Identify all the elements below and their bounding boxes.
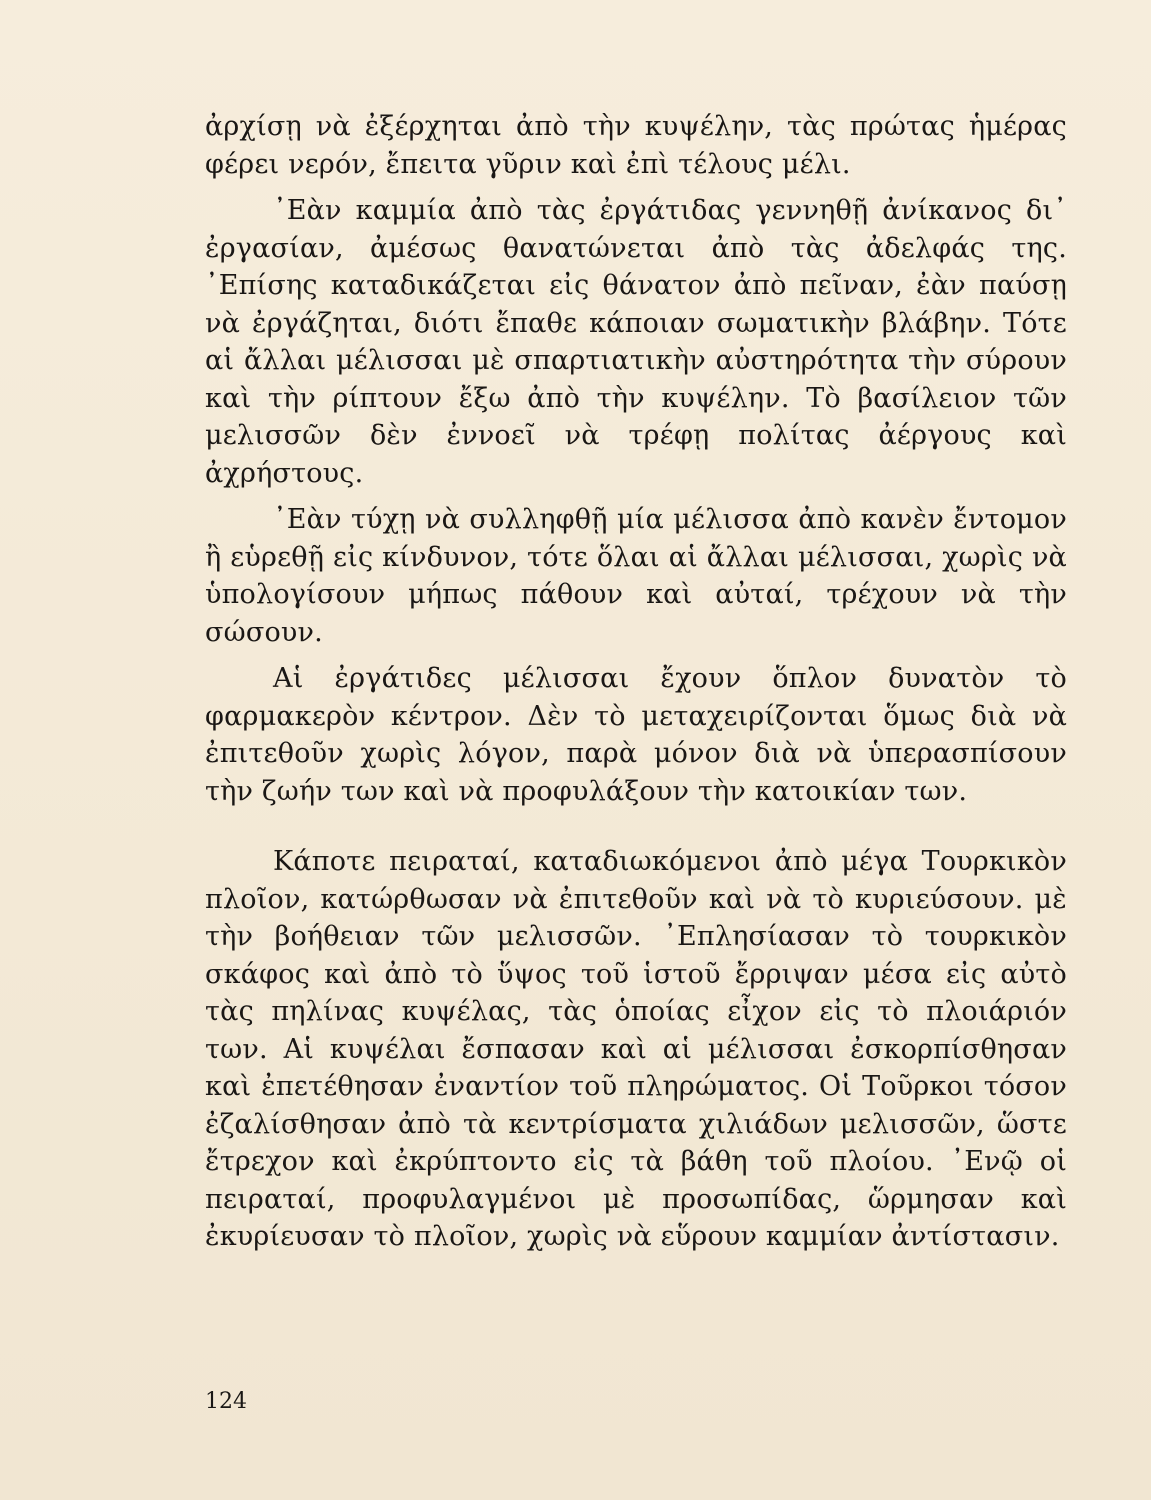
paragraph-pirates: Κάποτε πειραταί, καταδιωκόμενοι ἀπὸ μέγα Τουρκικὸν πλοῖον, κατώρθωσαν νὰ ἐπιτεθοῦν καὶ νὰ τὸ κυριεύσουν. μὲ τὴν βοήθειαν τῶν μελισσῶν. ᾽Επλησίασαν τὸ τουρκικὸν σκάφος καὶ ἀπὸ τὸ ὕψος τοῦ ἱστοῦ ἔρριψαν μέσα εἰς αὐτὸ τὰς πηλίνας κυψέλας, τὰς ὁποίας εἶχον εἰς τὸ πλοιάριόν των. Αἱ κυψέλαι ἔσπασαν καὶ αἱ μέλισσαι ἐσκορπίσθησαν καὶ ἐπετέθησαν ἐναντίον τοῦ πληρώματος. Οἱ Τοῦρκοι τόσον ἐζαλίσθησαν ἀπὸ τὰ κεντρίσματα χιλιάδων μελισσῶν, ὥστε ἔτρεχον καὶ ἐκρύπτοντο εἰς τὰ βάθη τοῦ πλοίου. ᾽Ενῷ οἱ πειραταί, προφυλαγμένοι μὲ προσωπίδας, ὥρμησαν καὶ ἐκυρίευσαν τὸ πλοῖον, χωρὶς νὰ εὕρουν καμμίαν ἀντίστασιν.	[205, 846, 1067, 1252]
paragraph-rescue: ᾽Εὰν τύχῃ νὰ συλληφθῇ μία μέλισσα ἀπὸ κανὲν ἔντομον ἢ εὑρεθῇ εἰς κίνδυνον, τότε ὅλαι αἱ ἄλλαι μέλισσαι, χωρὶς νὰ ὑπολογίσουν μήπως πάθουν καὶ αὐταί, τρέχουν νὰ τὴν σώσουν.	[205, 504, 1067, 648]
paragraph-sting: Αἱ ἐργάτιδες μέλισσαι ἔχουν ὅπλον δυνατὸν τὸ φαρμακερὸν κέντρον. Δὲν τὸ μεταχειρίζονται ὅμως διὰ νὰ ἐπιτεθοῦν χωρὶς λόγον, παρὰ μόνον διὰ νὰ ὑπερασπίσουν τὴν ζωήν των καὶ νὰ προφυλάξουν τὴν κατοικίαν των.	[205, 663, 1067, 807]
paragraph-continuation: ἀρχίσῃ νὰ ἐξέρχηται ἀπὸ τὴν κυψέλην, τὰς πρώτας ἡμέρας φέρει νερόν, ἔπειτα γῦριν καὶ ἐπὶ τέλους μέλι.	[205, 111, 1067, 180]
paragraph-incapable-workers: ᾽Εὰν καμμία ἀπὸ τὰς ἐργάτιδας γεννηθῇ ἀνίκανος δι᾽ ἐργασίαν, ἀμέσως θανατώνεται ἀπὸ τὰς ἀδελφάς της. ᾽Επίσης καταδικάζεται εἰς θάνατον ἀπὸ πεῖναν, ἐὰν παύσῃ νὰ ἐργάζηται, διότι ἔπαθε κάποιαν σωματικὴν βλάβην. Τότε αἱ ἄλλαι μέλισσαι μὲ σπαρτιατικὴν αὐστηρότητα τὴν σύρουν καὶ τὴν ρίπτουν ἔξω ἀπὸ τὴν κυψέλην. Τὸ βασίλειον τῶν μελισσῶν δὲν ἐννοεῖ νὰ τρέφῃ πολίτας ἀέργους καὶ ἀχρήστους.	[205, 195, 1067, 489]
body-text	[205, 108, 1067, 1256]
page-number: 124	[205, 1389, 247, 1414]
